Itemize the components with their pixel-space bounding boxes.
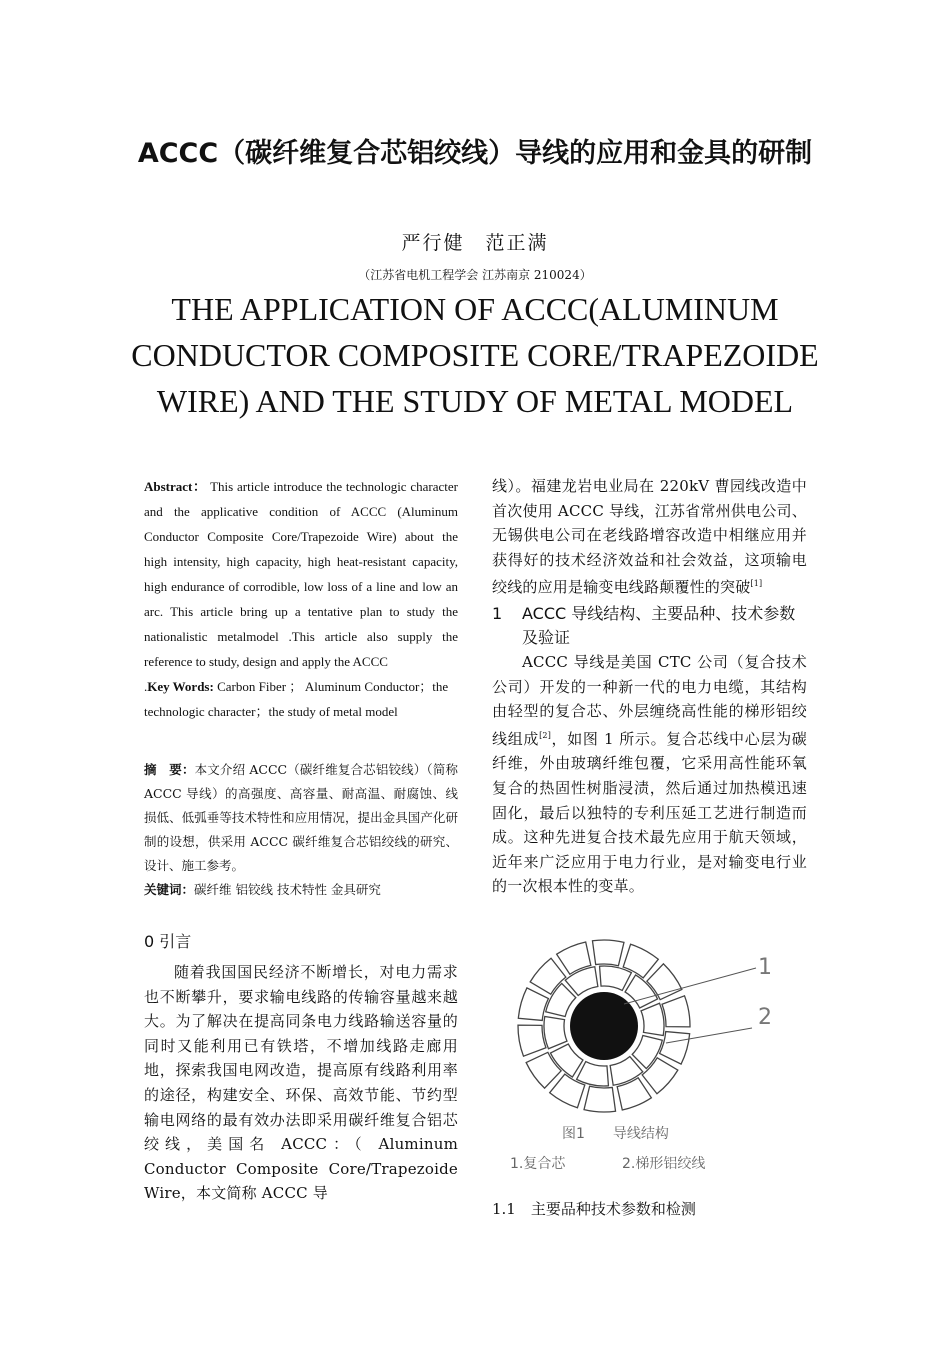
- leader-line-1: [624, 968, 756, 1004]
- abstract-cn: [144, 758, 458, 878]
- inner-aluminum-strand: [550, 1044, 582, 1077]
- outer-aluminum-strand: [642, 1058, 678, 1094]
- legend-2: 2.梯形铝绞线: [622, 1156, 706, 1172]
- inner-aluminum-strand: [577, 1062, 609, 1086]
- keywords-cn-text: 碳纤维 铝铰线 技术特性 金具研究: [194, 882, 381, 897]
- right-column: [492, 474, 807, 899]
- outer-aluminum-strand: [623, 944, 658, 978]
- outer-aluminum-strand: [550, 1074, 585, 1108]
- section-0-heading: 0 引言: [144, 932, 192, 951]
- left-column: [144, 474, 458, 1206]
- keywords-en: [144, 674, 458, 724]
- section-1-number: 1: [492, 603, 503, 623]
- citation-1: [1]: [750, 579, 763, 589]
- outer-aluminum-strand: [518, 1025, 546, 1056]
- leader-line-2: [666, 1028, 752, 1043]
- section-1-text-a: ACCC 导线是美国 CTC 公司（复合技术公司）开发的一种新一代的电力电缆，其结构由轻型的复合芯、外层缠绕高性能的梯形铝绞线组成: [492, 652, 807, 748]
- outer-aluminum-strand: [526, 1052, 561, 1088]
- keywords-en-text: Carbon Fiber ； Aluminum Conductor；the technologic character；the study of metal model: [144, 679, 449, 719]
- section-1-paragraph: [492, 650, 807, 899]
- figure-1-conductor-structure: [506, 938, 806, 1178]
- abstract-cn-text: 本文介绍 ACCC（碳纤维复合芯铝铰线）（简称 ACCC 导线）的高强度、高容量、耐高温、耐腐蚀、线损低、低弧垂等技术特性和应用情况，提出金具国产化研制的设想，供采用 ACCC 碳纤维复合芯铝绞线的研究、设计、施工参考。: [144, 762, 458, 873]
- abstract-en-label: Abstract：: [144, 479, 207, 494]
- abstract-en: [144, 474, 458, 674]
- subsection-1-1-heading: 1.1 主要品种技术参数和检测: [492, 1200, 696, 1218]
- composite-core: [570, 992, 638, 1060]
- abstract-en-text: This article introduce the technologic character and the applicative condition of ACCC (Aluminum Conductor Composite Core/Trapezoide Wire) about the high intensity, high capacity, high heat-resistant capacity, high endurance of corrodible, low loss of a line and low an arc. This article bring up a tentative plan to study the nationalistic metalmodel .This article also supply the reference to study, design and apply the ACCC: [144, 479, 459, 669]
- section-1-heading: [492, 602, 807, 650]
- section-0-paragraph: 随着我国国民经济不断增长，对电力需求也不断攀升，要求输电线路的传输容量越来越大。为了解决在提高同条电力线路输送容量的同时又能利用已有铁塔，不增加线路走廊用地，探索我国电网改造，提高原有线路利用率的途径，构建安全、环保、高效节能、节约型输电网络的最有效办法即采用碳纤维复合铝芯绞线，美国名 ACCC：（ Aluminum Conductor Composite Core/Trapezoide Wire，本文简称 ACCC 导: [144, 963, 458, 1203]
- section-1-title: ACCC 导线结构、主要品种、技术参数及验证: [522, 603, 796, 647]
- legend-1: 1.复合芯: [510, 1156, 566, 1172]
- outer-aluminum-strand: [660, 1032, 690, 1065]
- keywords-en-label: Key Words:: [147, 679, 214, 694]
- section-intro: [144, 930, 458, 1206]
- authors: 严行健 范正满: [401, 232, 549, 254]
- figure-caption: 图1 导线结构: [562, 1126, 669, 1142]
- abstract-cn-label: 摘 要：: [144, 762, 195, 777]
- inner-aluminum-strand: [544, 1016, 567, 1048]
- keywords-cn: [144, 878, 458, 902]
- inner-aluminum-strand: [625, 975, 657, 1008]
- keywords-en-prefix: .: [144, 679, 148, 694]
- section-1-text-b: ，如图 1 所示。复合芯线中心层为碳纤维，外由玻璃纤维包覆，它采用高性能环氧复合的热固性树脂浸渍，然后通过加热模迅速固化，最后以独特的专利压延工艺进行制造而成。这种先进复合技术最先应用于航天领域，近年来广泛应用于电力行业，是对输变电行业的一次根本性的变革。: [492, 729, 807, 896]
- label-2: 2: [758, 1005, 772, 1030]
- inner-aluminum-strand: [641, 1003, 664, 1035]
- conductor-cross-section-diagram: [506, 938, 806, 1178]
- inner-aluminum-strand: [600, 966, 632, 990]
- outer-aluminum-strand: [530, 958, 566, 994]
- intro-continuation-text: 线）。福建龙岩电业局在 220kV 曹园线改造中首次使用 ACCC 导线，江苏省常州供电公司、无锡供电公司在老线路增容改造中相继应用并获得好的技术经济效益和社会效益，这项输电绞线的应用是输变电线路颠覆性的突破: [492, 477, 807, 597]
- outer-aluminum-strand: [662, 996, 690, 1027]
- inner-aluminum-strand: [632, 1036, 662, 1069]
- citation-2: [2]: [539, 730, 552, 740]
- affiliation: （江苏省电机工程学会 江苏南京 210024）: [358, 268, 592, 282]
- label-1: 1: [758, 955, 772, 980]
- outer-aluminum-strand: [647, 964, 682, 1000]
- paper-title-en: THE APPLICATION OF ACCC(ALUMINUM CONDUCTOR COMPOSITE CORE/TRAPEZOIDE WIRE) AND THE STUDY OF METAL MODEL: [131, 291, 819, 419]
- paper-title-cn: ACCC（碳纤维复合芯铝绞线）导线的应用和金具的研制: [137, 138, 813, 169]
- keywords-cn-label: 关键词：: [144, 882, 195, 897]
- outer-aluminum-strand: [518, 988, 548, 1021]
- inner-aluminum-strand: [546, 983, 576, 1016]
- intro-continuation: [492, 474, 807, 600]
- outer-aluminum-strand: [584, 1086, 615, 1112]
- outer-aluminum-strand: [592, 940, 623, 966]
